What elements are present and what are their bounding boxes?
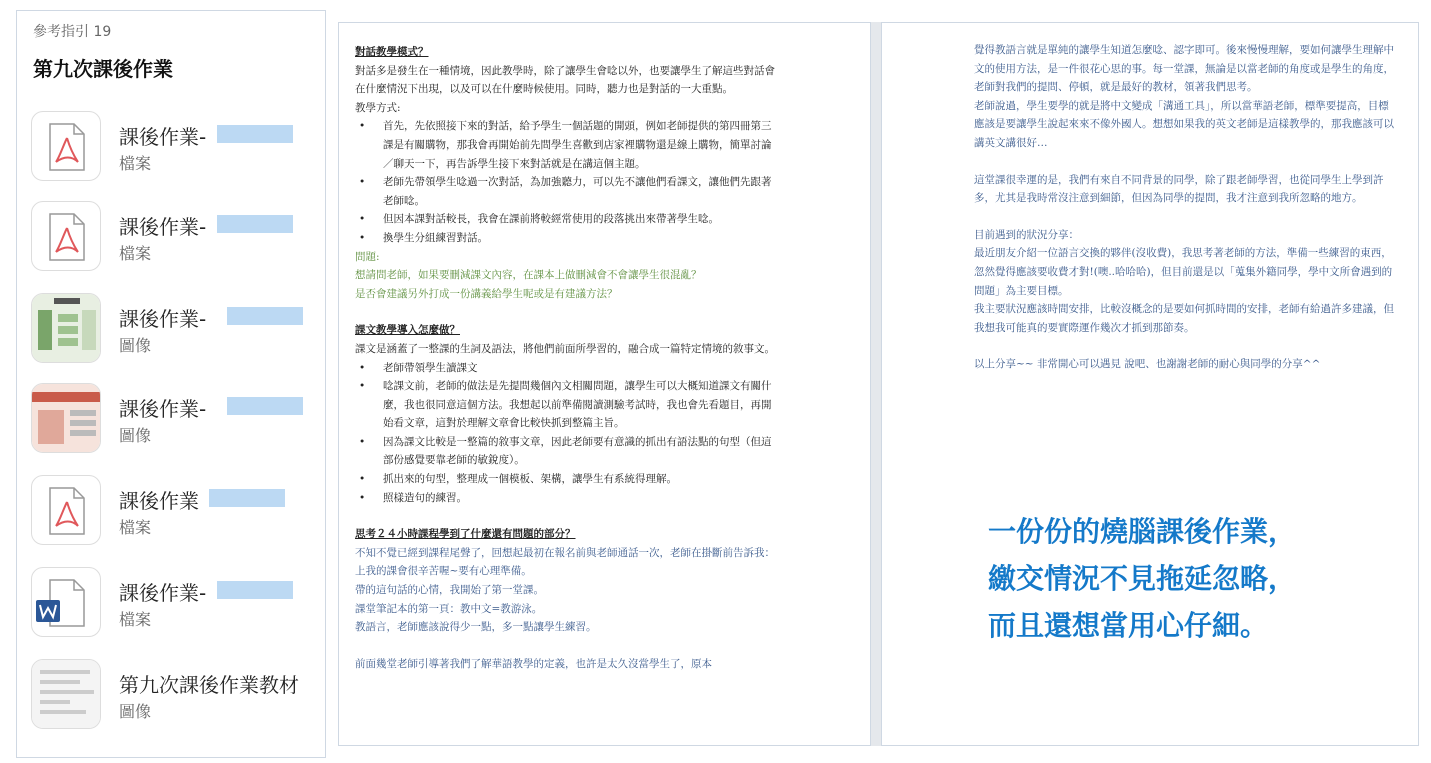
question-text: 是否會建議另外打成一份講義給學生呢或是有建議方法？ [355,287,618,300]
list-item: • 抓出來的句型，整理成一個模板、架構，讓學生有系統得理解。 [383,470,777,489]
paragraph: 帶的這句話的心情，我開始了第一堂課。 [355,584,544,597]
pdf-icon [31,475,101,545]
caption-line: 而且還想當用心仔細。 [988,610,1269,641]
paragraph: 覺得教語言就是單純的讓學生知道怎麼唸、認字即可。後來慢慢理解，要如何讓學生理解中文的使用方法，是一件很花心思的事。每一堂課，無論是以當老師的角度或是學生的角度，老師對我們的提問、停頓，就是最好的教材，領著我們思考。 [974,44,1394,94]
redaction-mark [217,125,293,143]
file-item-1[interactable] [31,111,321,187]
file-name: 課後作業- [119,397,207,421]
list-item: • 首先，先依照接下來的對話，給予學生一個話題的開頭，例如老師提供的第四冊第三課是有關購物，那我會再開始前先問學生喜歡到店家裡購物還是線上購物，簡單討論／聊天一下，再告訴學生接下來對話就是在講這個主題。 [383,117,777,173]
file-item-4[interactable] [31,383,321,459]
paragraph: 不知不覺已經到課程尾聲了，回想起最初在報名前與老師通話一次，老師在掛斷前告訴我：上我的課會很辛苦喔~要有心理準備。 [355,546,775,578]
file-item-6[interactable] [31,567,321,643]
file-type: 檔案 [119,610,152,629]
document-page-1 [338,22,871,746]
file-name: 第九次課後作業教材 [119,673,299,697]
section-heading: 對話教學模式？ [355,46,429,58]
bullet-list [355,117,777,247]
file-type: 圖像 [119,336,152,355]
paragraph: 課文是涵蓋了一整課的生詞及語法，將他們前面所學習的，融合成一篇特定情境的敘事文。 [355,342,775,355]
question-text: 想請問老師，如果要刪減課文內容，在課本上做刪減會不會讓學生很混亂？ [355,269,702,282]
paragraph: 課堂筆記本的第一頁：教中文=教游泳。 [355,602,543,615]
file-name: 課後作業- [119,215,207,239]
redaction-mark [217,215,293,233]
list-item: • 但因本課對話較長，我會在課前將較經常使用的段落挑出來帶著學生唸。 [383,210,777,229]
document-text [355,43,777,673]
word-icon [31,567,101,637]
page-divider [871,22,881,746]
image-thumbnail [31,659,101,729]
page-title: 第九次課後作業 [33,57,173,81]
redaction-mark [227,307,303,325]
file-name: 課後作業- [119,581,207,605]
redaction-mark [227,397,303,415]
file-type: 圖像 [119,426,152,445]
question-label: 問題: [355,250,380,263]
image-thumbnail [31,383,101,453]
file-item-5[interactable] [31,475,321,551]
bullet-list [355,359,777,508]
list-item: • 唸課文前，老師的做法是先提問幾個內文相關問題，讓學生可以大概知道課文有關什麼，我也很同意這個方法。我想起以前準備閱讀測驗考試時，我也會先看題目，再開始看文章，這對於理解文章會比較快抓到整篇主旨。 [383,377,777,433]
list-item: • 因為課文比較是一整篇的敘事文章，因此老師要有意識的抓出有語法點的句型（但這部份感覺要靠老師的敏銳度）。 [383,433,777,470]
pdf-icon [31,111,101,181]
paragraph: 前面幾堂老師引導著我們了解華語教學的定義，也許是太久沒當學生了，原本 [355,657,712,670]
paragraph-label: 目前遇到的狀況分享： [974,228,1079,241]
list-item: • 老師帶領學生讀課文 [383,359,777,378]
list-item: • 老師先帶領學生唸過一次對話，為加強聽力，可以先不讓他們看課文，讓他們先跟著老師唸。 [383,173,777,210]
file-type: 圖像 [119,702,152,721]
paragraph: 老師說過，學生要學的就是將中文變成「溝通工具」，所以當華語老師，標準要提高，目標應該是要讓學生說起來來不像外國人。想想如果我的英文老師是這樣教學的，那我應該可以講英文講很好… [974,99,1394,149]
caption-line: 一份份的燒腦課後作業， [988,516,1297,547]
file-item-7[interactable] [31,659,321,735]
paragraph: 教語言，老師應該說得少一點，多一點讓學生練習。 [355,621,597,634]
document-text [974,41,1398,374]
paragraph: 最近朋友介紹一位語言交換的夥伴(沒收費)，我思考著老師的方法，準備一些練習的東西，忽然覺得應該要收費才對!(噢..哈哈哈)，但目前還是以「蒐集外籍同學，學中文所會遇到的問題」為主要目標。 [974,247,1393,297]
file-type: 檔案 [119,244,152,263]
pdf-icon [31,201,101,271]
breadcrumb[interactable]: 參考指引 19 [33,24,112,40]
caption-overlay [988,508,1296,649]
file-type: 檔案 [119,154,152,173]
image-thumbnail [31,293,101,363]
file-name: 課後作業 [119,489,199,513]
redaction-mark [217,581,293,599]
paragraph: 以上分享~~ 非常開心可以遇見 說吧、也謝謝老師的耐心與同學的分享^^ [974,358,1321,371]
file-name: 課後作業- [119,125,207,149]
redaction-mark [209,489,285,507]
file-type: 檔案 [119,518,152,537]
list-item: • 照樣造句的練習。 [383,489,777,508]
section-heading: 課文教學導入怎麼做？ [355,324,460,337]
paragraph: 教學方式: [355,101,401,114]
paragraph: 對話多是發生在一種情境，因此教學時，除了讓學生會唸以外，也要讓學生了解這些對話會在什麼情況下出現，以及可以在什麼時候使用。同時，聽力也是對話的一大重點。 [355,64,775,96]
section-heading: 思考２４小時課程學到了什麼還有問題的部分？ [355,528,576,541]
caption-line: 繳交情況不見拖延忽略， [988,563,1297,594]
list-item: • 換學生分組練習對話。 [383,229,777,248]
file-name: 課後作業- [119,307,207,331]
paragraph: 這堂課很幸運的是，我們有來自不同背景的同學，除了跟老師學習，也從同學生上學到許多，尤其是我時常沒注意到細節，但因為同學的提問，我才注意到我所忽略的地方。 [974,173,1384,205]
file-item-3[interactable] [31,293,321,369]
paragraph: 我主要狀況應該時間安排，比較沒概念的是要如何抓時間的安排，老師有給過許多建議，但我想我可能真的要實際運作幾次才抓到那節奏。 [974,303,1394,334]
file-list-panel [16,10,326,758]
file-item-2[interactable] [31,201,321,277]
